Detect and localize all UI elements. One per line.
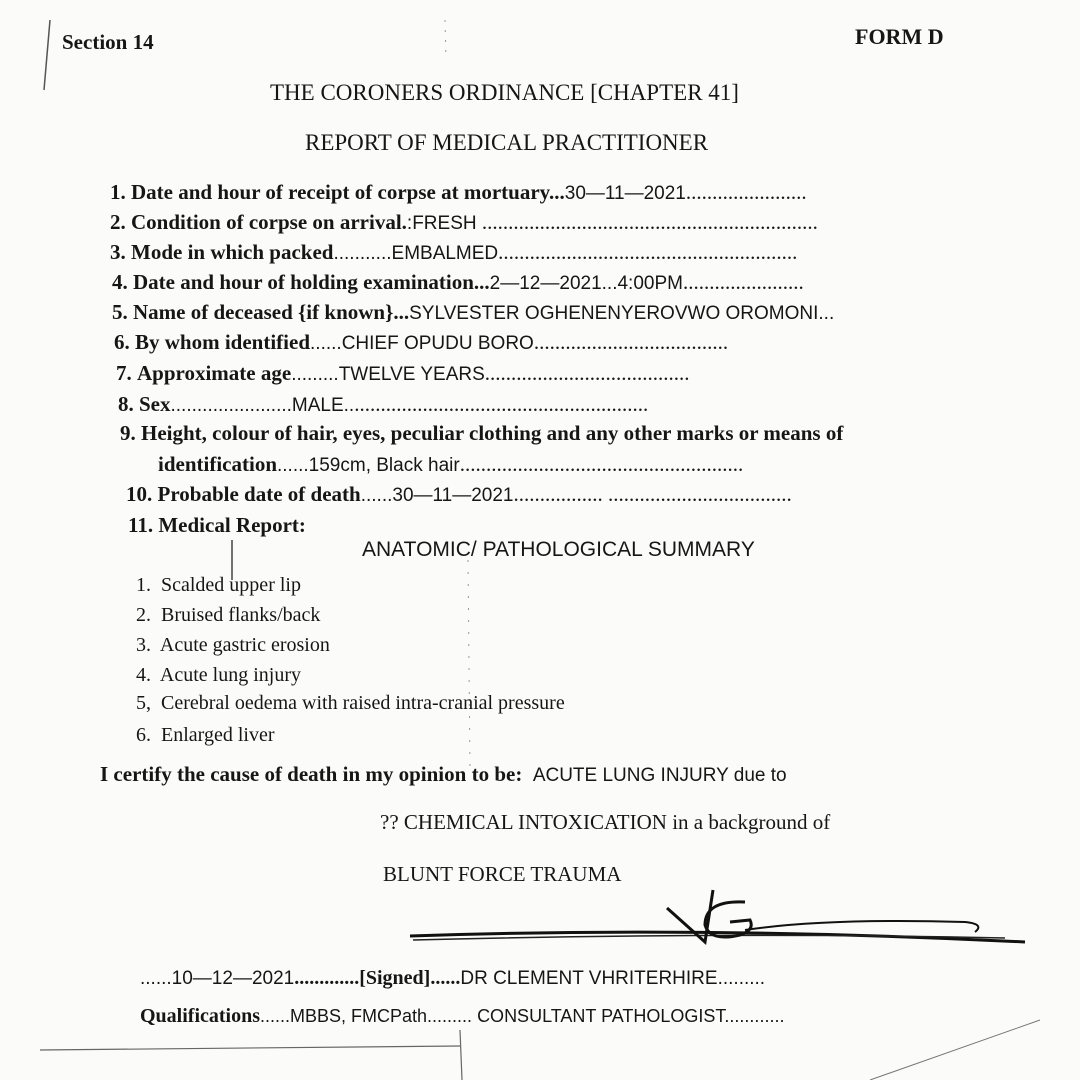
finding-2: 2. Bruised flanks/back bbox=[136, 604, 321, 626]
item-5: 5. Name of deceased {if known}...SYLVESTER OGHENENYEROVWO OROMONI... bbox=[112, 300, 835, 324]
item-11: 11. Medical Report: bbox=[128, 513, 306, 537]
item-1: 1. Date and hour of receipt of corpse at mortuary...30—11—2021....................... bbox=[110, 180, 807, 204]
ordinance-title: THE CORONERS ORDINANCE [CHAPTER 41] bbox=[270, 80, 739, 105]
form-label: FORM D bbox=[855, 24, 944, 49]
cause-line-3: BLUNT FORCE TRAUMA bbox=[383, 862, 622, 886]
item-8: 8. Sex.......................MALE.......................................................... bbox=[118, 392, 649, 416]
certification-line: I certify the cause of death in my opinion to be: ACUTE LUNG INJURY due to bbox=[100, 762, 787, 786]
cause-line-2: ?? CHEMICAL INTOXICATION in a background of bbox=[380, 810, 831, 834]
item-6: 6. By whom identified......CHIEF OPUDU BORO..................................... bbox=[114, 330, 729, 354]
item-3: 3. Mode in which packed...........EMBALMED......................................................... bbox=[110, 240, 798, 264]
item-9: 9. Height, colour of hair, eyes, peculiar clothing and any other marks or means of bbox=[120, 421, 844, 445]
finding-5: 5, Cerebral oedema with raised intra-cranial pressure bbox=[136, 692, 565, 714]
finding-6: 6. Enlarged liver bbox=[136, 724, 275, 746]
handwritten-signature bbox=[405, 880, 1035, 960]
item-2: 2. Condition of corpse on arrival.:FRESH ................................................................ bbox=[110, 210, 818, 234]
summary-title: ANATOMIC/ PATHOLOGICAL SUMMARY bbox=[362, 538, 755, 561]
qualifications-line: Qualifications......MBBS, FMCPath......... CONSULTANT PATHOLOGIST............ bbox=[140, 1005, 785, 1027]
report-title: REPORT OF MEDICAL PRACTITIONER bbox=[305, 130, 709, 155]
finding-3: 3. Acute gastric erosion bbox=[136, 634, 330, 656]
signature-line: ......10—12—2021.............[Signed]......DR CLEMENT VHRITERHIRE......... bbox=[140, 967, 766, 989]
finding-4: 4. Acute lung injury bbox=[136, 664, 301, 686]
item-10: 10. Probable date of death......30—11—2021................. ................................... bbox=[126, 482, 792, 506]
item-4: 4. Date and hour of holding examination...2—12—2021...4:00PM....................... bbox=[112, 270, 804, 294]
section-number: Section 14 bbox=[62, 30, 154, 54]
finding-1: 1. Scalded upper lip bbox=[136, 574, 301, 596]
item-9-identification: identification......159cm, Black hair...................................................... bbox=[158, 452, 744, 476]
item-7: 7. Approximate age.........TWELVE YEARS....................................... bbox=[116, 361, 690, 385]
